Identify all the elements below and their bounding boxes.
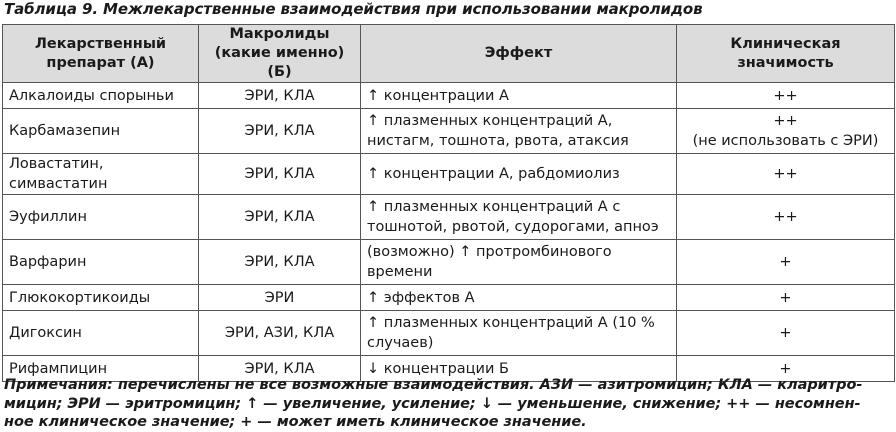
drug-cell: Рифампицин bbox=[3, 356, 199, 382]
notes-line: мицин; ЭРИ — эритромицин; ↑ — увеличение, усиление; ↓ — уменьшение, снижение; ++ — несомнен- bbox=[4, 395, 861, 412]
table-row bbox=[3, 154, 895, 195]
macrolides-cell: ЭРИ, АЗИ, КЛА bbox=[199, 311, 361, 356]
effect-cell: ↑ плазменных концентраций А, нистагм, тошнота, рвота, атаксия bbox=[361, 109, 677, 154]
macrolides-cell: ЭРИ, КЛА bbox=[199, 195, 361, 240]
significance-cell: ++ bbox=[677, 195, 895, 240]
effect-cell: ↑ плазменных концентраций А (10 % случаев) bbox=[361, 311, 677, 356]
header-effect: Эффект bbox=[361, 25, 677, 83]
significance-cell: ++ bbox=[677, 83, 895, 109]
interactions-table bbox=[2, 24, 895, 382]
table-row bbox=[3, 311, 895, 356]
drug-cell: Глюкокортикоиды bbox=[3, 285, 199, 311]
significance-cell: + bbox=[677, 356, 895, 382]
macrolides-cell: ЭРИ bbox=[199, 285, 361, 311]
header-macrolides: Макролиды (какие именно) (Б) bbox=[199, 25, 361, 83]
macrolides-cell: ЭРИ, КЛА bbox=[199, 154, 361, 195]
effect-cell: ↑ плазменных концентраций А с тошнотой, рвотой, судорогами, апноэ bbox=[361, 195, 677, 240]
notes-line: Примечания: перечислены не все возможные взаимодействия. АЗИ — азитромицин; КЛА — кларитро- bbox=[4, 377, 863, 393]
macrolides-cell: ЭРИ, КЛА bbox=[199, 83, 361, 109]
effect-cell: ↑ концентрации А bbox=[361, 83, 677, 109]
significance-note: (не использовать с ЭРИ) bbox=[692, 133, 879, 149]
drug-cell: Ловастатин, симвастатин bbox=[3, 154, 199, 195]
table-row bbox=[3, 195, 895, 240]
effect-cell: ↑ эффектов А bbox=[361, 285, 677, 311]
significance-value: ++ bbox=[773, 113, 798, 129]
macrolides-cell: ЭРИ, КЛА bbox=[199, 109, 361, 154]
significance-cell bbox=[677, 109, 895, 154]
drug-cell: Дигоксин bbox=[3, 311, 199, 356]
drug-cell: Алкалоиды спорыньи bbox=[3, 83, 199, 109]
notes-line: ное клиническое значение; + — может иметь клиническое значение. bbox=[4, 414, 587, 430]
significance-cell: ++ bbox=[677, 154, 895, 195]
significance-cell: + bbox=[677, 311, 895, 356]
drug-cell: Варфарин bbox=[3, 240, 199, 285]
significance-cell: + bbox=[677, 240, 895, 285]
drug-cell: Эуфиллин bbox=[3, 195, 199, 240]
table-row bbox=[3, 109, 895, 154]
table-row bbox=[3, 285, 895, 311]
effect-cell: ↑ концентрации А, рабдомиолиз bbox=[361, 154, 677, 195]
significance-cell: + bbox=[677, 285, 895, 311]
table-row bbox=[3, 240, 895, 285]
effect-cell: (возможно) ↑ протромбинового времени bbox=[361, 240, 677, 285]
header-drug: Лекарственный препарат (А) bbox=[3, 25, 199, 83]
effect-cell: ↓ концентрации Б bbox=[361, 356, 677, 382]
table-row bbox=[3, 83, 895, 109]
drug-cell: Карбамазепин bbox=[3, 109, 199, 154]
header-row bbox=[3, 25, 895, 83]
macrolides-cell: ЭРИ, КЛА bbox=[199, 240, 361, 285]
macrolides-cell: ЭРИ, КЛА bbox=[199, 356, 361, 382]
table-notes bbox=[4, 376, 894, 432]
table-caption: Таблица 9. Межлекарственные взаимодействия при использовании макролидов bbox=[4, 0, 703, 18]
header-significance: Клиническая значимость bbox=[677, 25, 895, 83]
